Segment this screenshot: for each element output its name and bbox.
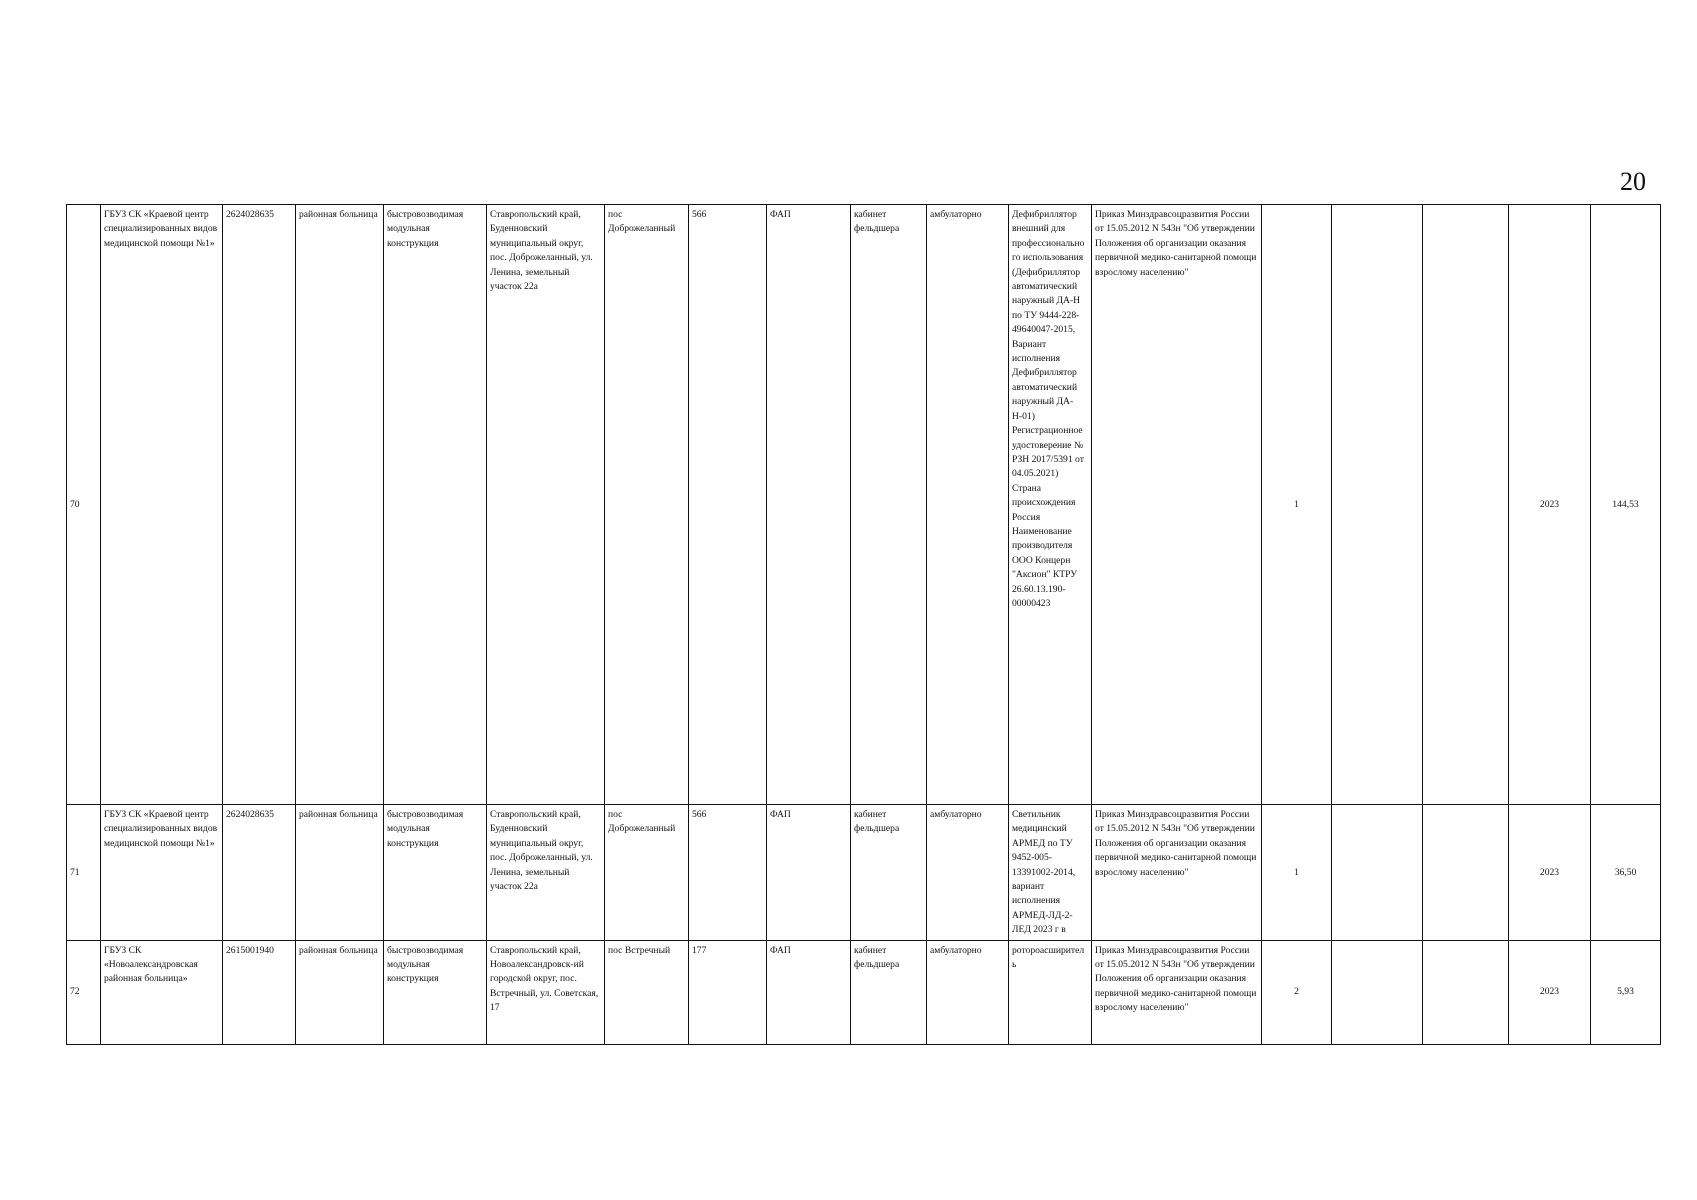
facility-cell: ФАП bbox=[767, 805, 851, 941]
organization-cell: ГБУЗ СК «Краевой центр специализированных видов медицинской помощи №1» bbox=[101, 805, 223, 941]
construction-cell: быстровозводимая модульная конструкция bbox=[384, 940, 487, 1044]
year-cell: 2023 bbox=[1509, 940, 1591, 1044]
empty-cell bbox=[1423, 805, 1509, 941]
inn-cell: 2615001940 bbox=[223, 940, 296, 1044]
order-cell: Приказ Минздравсоцразвития России от 15.05.2012 N 543н "Об утверждении Положения об организации оказания первичной медико-санитарной помощи взрослому населению" bbox=[1092, 940, 1262, 1044]
population-cell: 566 bbox=[689, 205, 767, 805]
room-cell: кабинет фельдшера bbox=[851, 805, 927, 941]
address-cell: Ставропольский край, Новоалександровск-ий городской округ, пос. Встречный, ул. Советская, 17 bbox=[487, 940, 605, 1044]
inn-cell: 2624028635 bbox=[223, 205, 296, 805]
year-cell: 2023 bbox=[1509, 805, 1591, 941]
address-cell: Ставропольский край, Буденновский муниципальный округ, пос. Доброжеланный, ул. Ленина, земельный участок 22а bbox=[487, 805, 605, 941]
equipment-cell: Дефибриллятор внешний для профессионального использования (Дефибриллятор автоматический наружный ДА-Н по ТУ 9444-228-49640047-2015, Вариант исполнения Дефибриллятор автоматический наружный ДА-Н-01) Регистрационное удостоверение № РЗН 2017/5391 от 04.05.2021) Страна происхождения Россия Наименование производителя ООО Концерн "Аксион" КТРУ 26.60.13.190-00000423 bbox=[1009, 205, 1092, 805]
room-cell: кабинет фельдшера bbox=[851, 940, 927, 1044]
empty-cell bbox=[1423, 205, 1509, 805]
inn-cell: 2624028635 bbox=[223, 805, 296, 941]
care-mode-cell: амбулаторно bbox=[927, 205, 1009, 805]
page-number: 20 bbox=[1620, 167, 1646, 196]
quantity-cell: 1 bbox=[1262, 205, 1332, 805]
care-mode-cell: амбулаторно bbox=[927, 940, 1009, 1044]
order-cell: Приказ Минздравсоцразвития России от 15.05.2012 N 543н "Об утверждении Положения об организации оказания первичной медико-санитарной помощи взрослому населению" bbox=[1092, 205, 1262, 805]
order-cell: Приказ Минздравсоцразвития России от 15.05.2012 N 543н "Об утверждении Положения об организации оказания первичной медико-санитарной помощи взрослому населению" bbox=[1092, 805, 1262, 941]
care-mode-cell: амбулаторно bbox=[927, 805, 1009, 941]
construction-cell: быстровозводимая модульная конструкция bbox=[384, 205, 487, 805]
year-cell: 2023 bbox=[1509, 205, 1591, 805]
address-cell: Ставропольский край, Буденновский муниципальный округ, пос. Доброжеланный, ул. Ленина, земельный участок 22а bbox=[487, 205, 605, 805]
empty-cell bbox=[1332, 940, 1423, 1044]
cost-cell: 5,93 bbox=[1591, 940, 1661, 1044]
empty-cell bbox=[1423, 940, 1509, 1044]
empty-cell bbox=[1332, 205, 1423, 805]
quantity-cell: 1 bbox=[1262, 805, 1332, 941]
organization-type-cell: районная больница bbox=[296, 805, 384, 941]
row-number: 72 bbox=[67, 940, 101, 1044]
organization-type-cell: районная больница bbox=[296, 940, 384, 1044]
construction-cell: быстровозводимая модульная конструкция bbox=[384, 805, 487, 941]
population-cell: 566 bbox=[689, 805, 767, 941]
cost-cell: 144,53 bbox=[1591, 205, 1661, 805]
equipment-table bbox=[66, 204, 1661, 1045]
row-number: 70 bbox=[67, 205, 101, 805]
organization-type-cell: районная больница bbox=[296, 205, 384, 805]
empty-cell bbox=[1332, 805, 1423, 941]
table-row bbox=[67, 940, 1661, 1044]
equipment-cell: Светильник медицинский АРМЕД по ТУ 9452-005-13391002-2014, вариант исполнения АРМЕД-ЛД-2-ЛЕД 2023 г в bbox=[1009, 805, 1092, 941]
equipment-cell: ротороасширитель bbox=[1009, 940, 1092, 1044]
organization-cell: ГБУЗ СК «Новоалександровская районная больница» bbox=[101, 940, 223, 1044]
settlement-cell: пос Доброжеланный bbox=[605, 205, 689, 805]
cost-cell: 36,50 bbox=[1591, 805, 1661, 941]
facility-cell: ФАП bbox=[767, 940, 851, 1044]
table-row bbox=[67, 205, 1661, 805]
population-cell: 177 bbox=[689, 940, 767, 1044]
settlement-cell: пос Доброжеланный bbox=[605, 805, 689, 941]
row-number: 71 bbox=[67, 805, 101, 941]
organization-cell: ГБУЗ СК «Краевой центр специализированных видов медицинской помощи №1» bbox=[101, 205, 223, 805]
room-cell: кабинет фельдшера bbox=[851, 205, 927, 805]
settlement-cell: пос Встречный bbox=[605, 940, 689, 1044]
quantity-cell: 2 bbox=[1262, 940, 1332, 1044]
table-row bbox=[67, 805, 1661, 941]
facility-cell: ФАП bbox=[767, 205, 851, 805]
